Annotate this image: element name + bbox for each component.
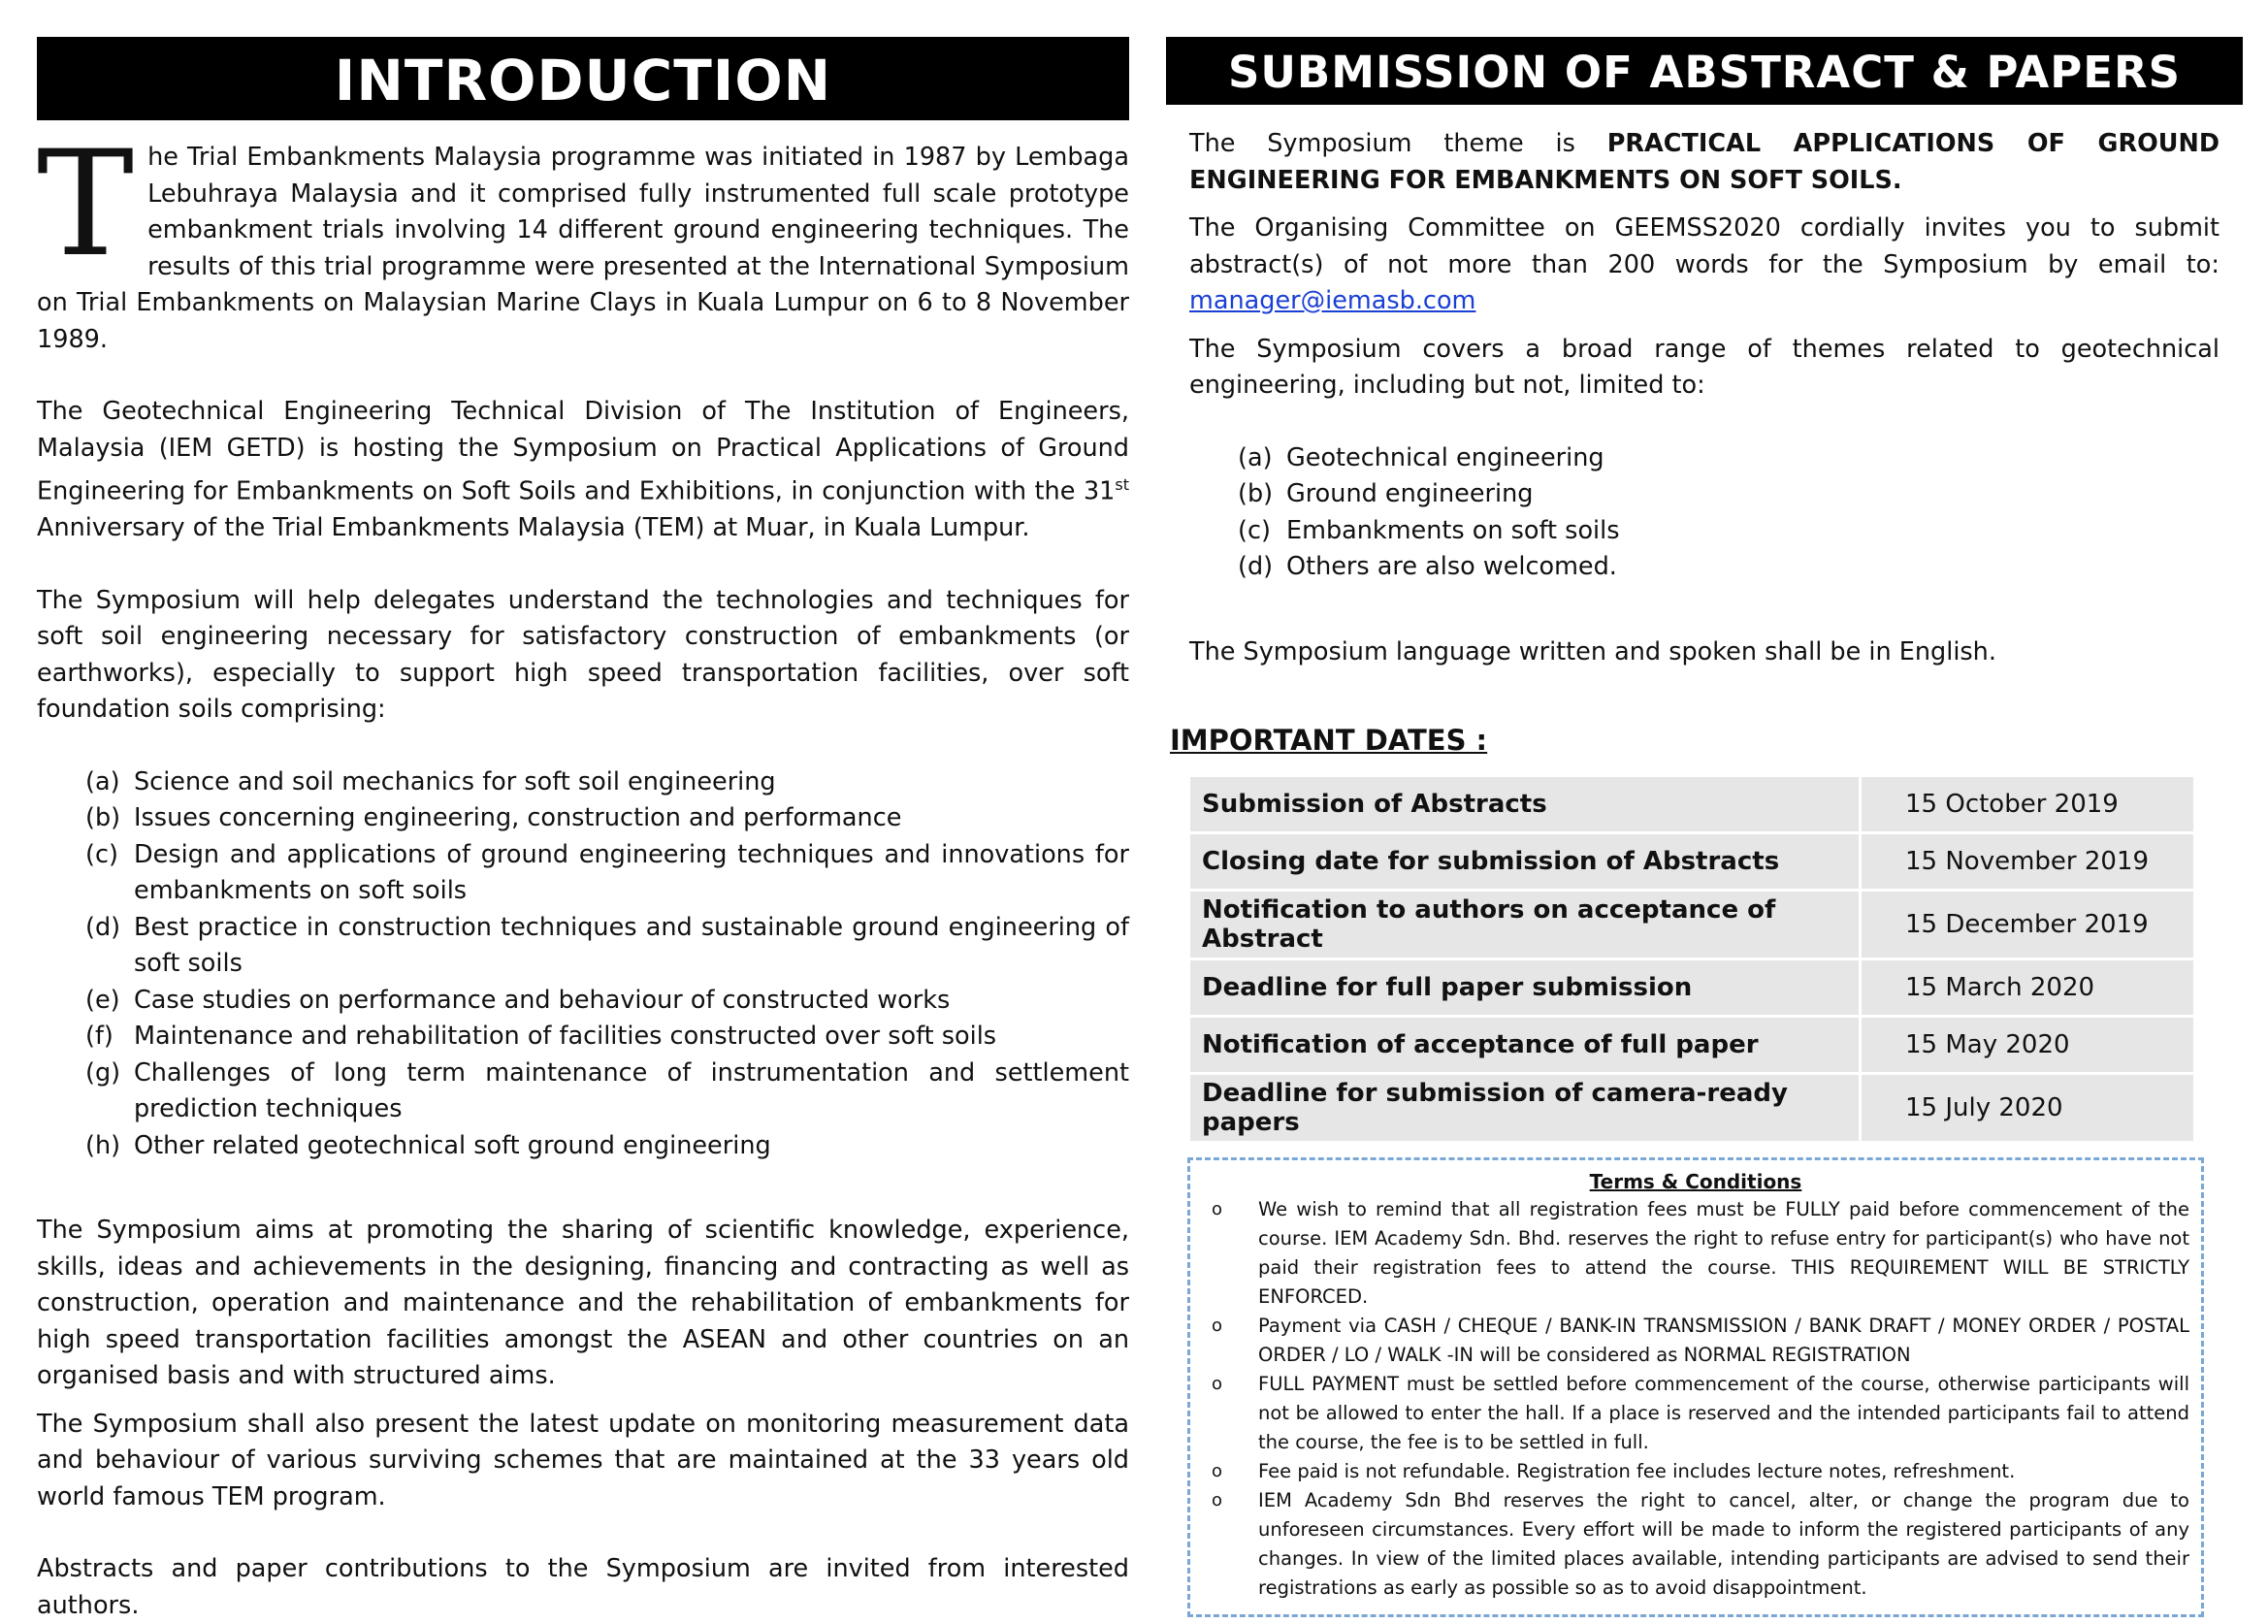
list-marker: (g) xyxy=(85,1057,121,1088)
list-item xyxy=(1189,440,2219,477)
aims-paragraph: The Symposium aims at promoting the sharing of scientific knowledge, experience, skills, ideas and achievements in the designing, financing and contracting as well as construction, operation and maintenance and the rehabilitation of embankments for high speed transportation facilities amongst the ASEAN and other countries on an organised basis and with structured aims. xyxy=(37,1216,1129,1390)
list-item xyxy=(37,1056,1129,1128)
list-item xyxy=(37,764,1129,801)
term-text: Fee paid is not refundable. Registration fee includes lecture notes, refreshment. xyxy=(1258,1460,2016,1482)
list-marker: (b) xyxy=(85,803,121,832)
date-value: 15 July 2020 xyxy=(1861,1074,2195,1143)
list-item xyxy=(1202,1486,2189,1603)
circle-bullet-icon: o xyxy=(1212,1490,1223,1510)
term-text: FULL PAYMENT must be settled before commencement of the course, otherwise participants will not be allowed to enter the hall. If a place is reserved and the intended participants fail to attend the course, the fee is to be settled in full. xyxy=(1258,1373,2189,1453)
list-item xyxy=(1189,476,2219,513)
table-row xyxy=(1189,776,2195,833)
invite-text: The Organising Committee on GEEMSS2020 cordially invites you to submit abstract(s) of not more than 200 words for the Symposium by email to: xyxy=(1189,213,2219,279)
circle-bullet-icon: o xyxy=(1212,1374,1223,1394)
list-item xyxy=(1189,513,2219,550)
list-text: Other related geotechnical soft ground engineering xyxy=(134,1130,771,1160)
table-row xyxy=(1189,891,2195,959)
circle-bullet-icon: o xyxy=(1212,1315,1223,1336)
list-item xyxy=(1189,549,2219,586)
list-text: Case studies on performance and behaviour of constructed works xyxy=(134,985,951,1015)
introduction-heading: INTRODUCTION xyxy=(37,37,1129,120)
circle-bullet-icon: o xyxy=(1212,1199,1223,1219)
list-text: Science and soil mechanics for soft soil engineering xyxy=(134,766,776,796)
list-marker: (d) xyxy=(1238,552,1274,581)
list-text: Maintenance and rehabilitation of facilities constructed over soft soils xyxy=(134,1022,997,1051)
submission-heading: SUBMISSION OF ABSTRACT & PAPERS xyxy=(1166,37,2243,105)
list-item xyxy=(37,910,1129,983)
drop-cap: T xyxy=(37,120,135,289)
list-text: Best practice in construction techniques and sustainable ground engineering of soft soils xyxy=(134,912,1129,978)
topics-list xyxy=(37,764,1129,1165)
list-text: Ground engineering xyxy=(1286,479,1534,508)
list-marker: (c) xyxy=(1238,515,1271,545)
list-marker: (a) xyxy=(85,766,120,796)
list-item xyxy=(1202,1370,2189,1457)
list-item xyxy=(37,983,1129,1020)
email-link[interactable]: manager@iemasb.com xyxy=(1189,286,1476,315)
theme-paragraph xyxy=(1189,126,2219,199)
list-item xyxy=(37,800,1129,837)
list-text: Others are also welcomed. xyxy=(1286,552,1617,581)
table-row xyxy=(1189,1074,2195,1143)
theme-intro: The Symposium theme is xyxy=(1189,129,1607,158)
date-value: 15 October 2019 xyxy=(1861,776,2195,833)
covers-paragraph: The Symposium covers a broad range of themes related to geotechnical engineering, including but not, limited to: xyxy=(1189,334,2219,400)
list-item xyxy=(37,1128,1129,1165)
terms-box xyxy=(1187,1157,2204,1617)
hosting-paragraph xyxy=(37,394,1129,547)
list-text: Design and applications of ground engineering techniques and innovations for embankments on soft soils xyxy=(134,839,1129,905)
date-label: Notification of acceptance of full paper xyxy=(1189,1017,1861,1074)
submission-column xyxy=(1166,37,2243,1617)
introduction-body xyxy=(37,120,1129,1624)
list-marker: (a) xyxy=(1238,442,1273,472)
list-item xyxy=(1202,1195,2189,1312)
table-row xyxy=(1189,1017,2195,1074)
intro-text: he Trial Embankments Malaysia programme was initiated in 1987 by Lembaga Lebuhraya Malaysia and it comprised fully instrumented full scale prototype embankment trials involving 14 different ground engineering techniques. The results of this trial programme were presented at the International Symposium on Trial Embankments on Malaysian Marine Clays in Kuala Lumpur on 6 to 8 November 1989. xyxy=(37,143,1129,354)
date-value: 15 November 2019 xyxy=(1861,833,2195,891)
term-text: IEM Academy Sdn Bhd reserves the right to cancel, alter, or change the program due to unforeseen circumstances. Every effort will be made to inform the registered participants of any changes. In view of the limited places available, intending participants are advised to send their registrations as early as possible so as to avoid disappointment. xyxy=(1258,1489,2189,1599)
term-text: We wish to remind that all registration fees must be FULLY paid before commencement of the course. IEM Academy Sdn. Bhd. reserves the right to refuse entry for participant(s) who have not paid their registration fees to attend the course. THIS REQUIREMENT WILL BE STRICTLY ENFORCED. xyxy=(1258,1198,2189,1308)
date-value: 15 December 2019 xyxy=(1861,891,2195,959)
date-value: 15 May 2020 xyxy=(1861,1017,2195,1074)
language-paragraph: The Symposium language written and spoken shall be in English. xyxy=(1189,636,1996,666)
list-marker: (c) xyxy=(85,839,118,869)
date-label: Deadline for submission of camera-ready papers xyxy=(1189,1074,1861,1143)
submission-body xyxy=(1166,105,2243,670)
list-marker: (d) xyxy=(85,912,121,942)
date-label: Submission of Abstracts xyxy=(1189,776,1861,833)
important-dates-heading: IMPORTANT DATES : xyxy=(1170,724,1488,757)
list-text: Geotechnical engineering xyxy=(1286,442,1604,472)
date-label: Notification to authors on acceptance of Abstract xyxy=(1189,891,1861,959)
hosting-text-end: Anniversary of the Trial Embankments Malaysia (TEM) at Muar, in Kuala Lumpur. xyxy=(37,513,1030,542)
list-text: Embankments on soft soils xyxy=(1286,515,1620,545)
list-item xyxy=(37,1019,1129,1056)
table-row xyxy=(1189,833,2195,891)
terms-title: Terms & Conditions xyxy=(1589,1170,1802,1193)
update-paragraph: The Symposium shall also present the latest update on monitoring measurement data and behaviour of various surviving schemes that are maintained at the 33 years old world famous TEM program. xyxy=(37,1409,1129,1511)
list-marker: (b) xyxy=(1238,479,1274,508)
list-marker: (e) xyxy=(85,985,120,1015)
invite-paragraph xyxy=(1189,211,2219,320)
invitation-paragraph: Abstracts and paper contributions to the Symposium are invited from interested authors. xyxy=(37,1554,1129,1620)
list-item xyxy=(1202,1312,2189,1370)
list-text: Issues concerning engineering, construction and performance xyxy=(134,803,902,832)
important-dates-table xyxy=(1187,774,2196,1144)
ordinal-suffix: st xyxy=(1115,475,1129,494)
list-item xyxy=(1202,1457,2189,1486)
table-row xyxy=(1189,959,2195,1017)
themes-list xyxy=(1189,440,2219,586)
list-item xyxy=(37,837,1129,910)
list-marker: (h) xyxy=(85,1130,121,1160)
date-label: Deadline for full paper submission xyxy=(1189,959,1861,1017)
list-text: Challenges of long term maintenance of instrumentation and settlement prediction techniques xyxy=(134,1057,1129,1123)
hosting-text: The Geotechnical Engineering Technical Division of The Institution of Engineers, Malaysia (IEM GETD) is hosting the Symposium on Practical Applications of Ground Engineering for Embankments on Soft Soils and Exhibitions, in conjunction with the 31 xyxy=(37,397,1129,506)
term-text: Payment via CASH / CHEQUE / BANK-IN TRANSMISSION / BANK DRAFT / MONEY ORDER / POSTAL ORDER / LO / WALK -IN will be considered as NORMAL REGISTRATION xyxy=(1258,1315,2189,1366)
circle-bullet-icon: o xyxy=(1212,1461,1223,1481)
list-marker: (f) xyxy=(85,1022,113,1051)
intro-paragraph xyxy=(37,120,1129,358)
purpose-paragraph: The Symposium will help delegates understand the technologies and techniques for soft soil engineering necessary for satisfactory construction of embankments (or earthworks), especially to support high speed transportation facilities, over soft foundation soils comprising: xyxy=(37,585,1129,724)
date-label: Closing date for submission of Abstracts xyxy=(1189,833,1861,891)
introduction-column xyxy=(37,37,1129,1624)
date-value: 15 March 2020 xyxy=(1861,959,2195,1017)
terms-list xyxy=(1202,1195,2189,1603)
theme-title: PRACTICAL APPLICATIONS OF GROUND ENGINEERING FOR EMBANKMENTS ON SOFT SOILS. xyxy=(1189,129,2219,195)
